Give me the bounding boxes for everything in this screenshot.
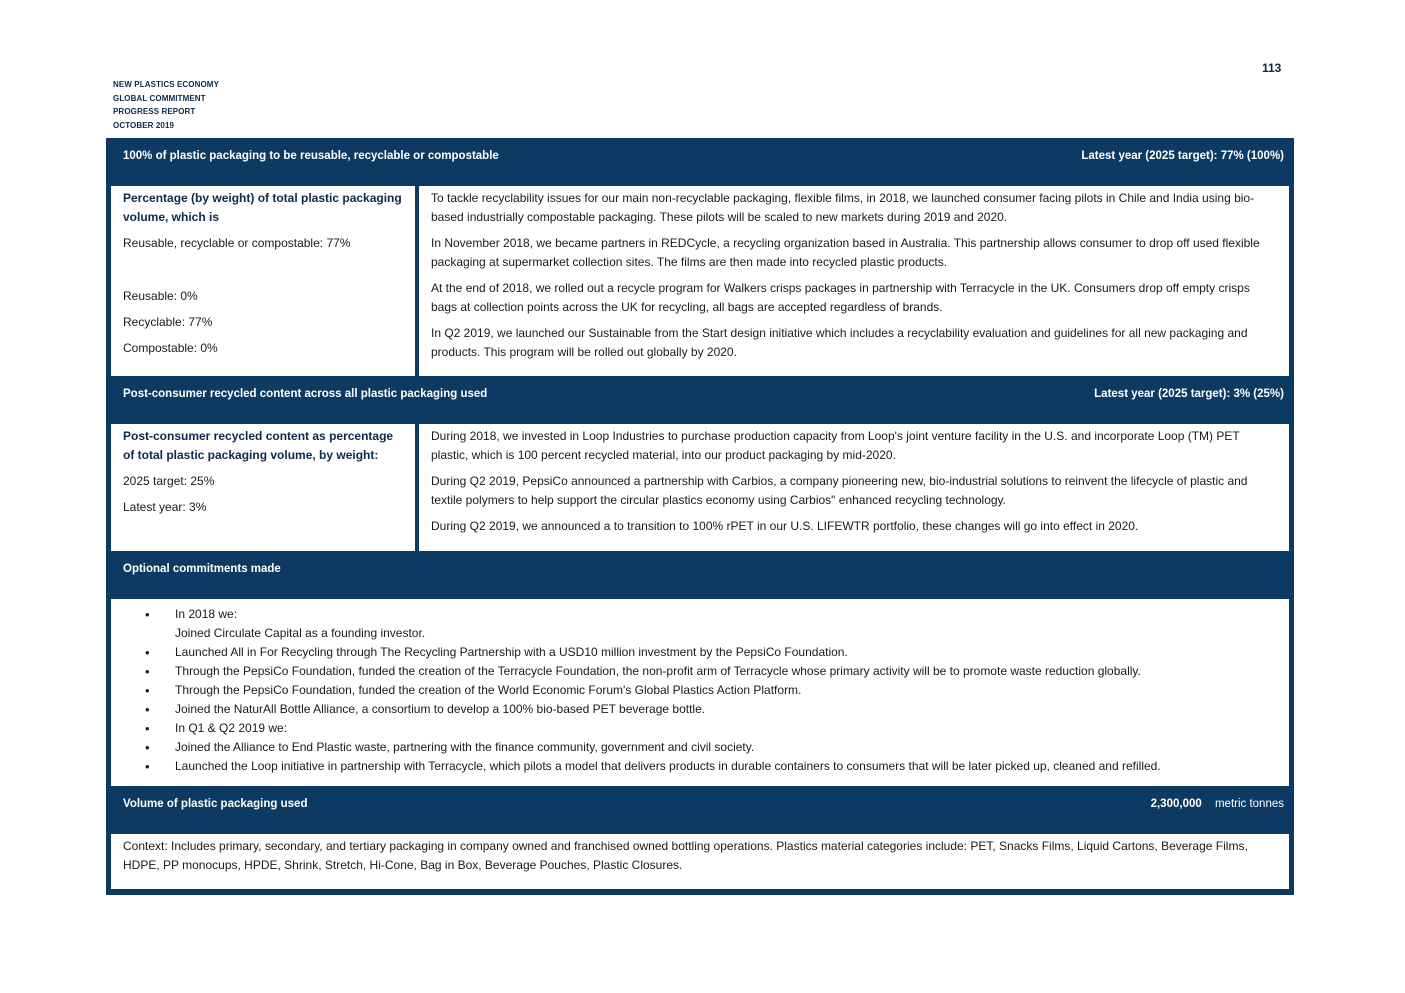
optional-commitments-list [123,605,1277,776]
section4-title: Volume of plastic packaging used [123,798,308,810]
report-header-line: GLOBAL COMMITMENT [113,93,206,103]
list-item: • Joined the NaturAll Bottle Alliance, a consortium to develop a 100% bio-based PET beverage bottle. [123,700,1277,719]
section1-compostable: Compostable: 0% [123,341,218,355]
report-header-line: NEW PLASTICS ECONOMY [113,80,220,89]
section1-reusable: Reusable: 0% [123,289,198,303]
report-header-line: OCTOBER 2019 [113,120,175,130]
section2-left-heading: Post-consumer recycled content as percentage of total plastic packaging volume, by weight: [123,429,394,462]
list-item: • Launched All in For Recycling through The Recycling Partnership with a USD10 million investment by the PepsiCo Foundation. [123,643,1277,662]
list-item: • Joined the Alliance to End Plastic waste, partnering with the finance community, government and civil society. [123,738,1277,757]
section1-right-cell [419,186,1289,376]
section2-target-2025: 2025 target: 25% [123,474,215,488]
report-header [113,78,219,132]
section2-title: Post-consumer recycled content across all plastic packaging used [123,388,488,400]
section1-left-heading: Percentage (by weight) of total plastic packaging volume, which is [123,191,402,224]
section1-left-cell [111,186,415,376]
section4-context: Context: Includes primary, secondary, and tertiary packaging in company owned and franchised owned bottling operations. Plastics material categories include: PET, Snacks Films, Liquid Cartons, Beverage Films, HDPE, PP monocups, HPDE, Shrink, Stretch, Hi-Cone, Bag in Box, Beverage Pouches, Plastic Closures. [123,839,1248,872]
section1-recyclable: Recyclable: 77% [123,315,213,329]
list-item: • In 2018 we: [123,605,1277,624]
section4-value: 2,300,000 [1150,798,1202,810]
section1-total: Reusable, recyclable or compostable: 77% [123,236,351,250]
section4-volume [1151,798,1284,810]
page-number: 113 [1262,61,1282,75]
section2-latest: Latest year: 3% [123,500,207,514]
section2-left-cell [111,424,415,551]
section2-right-cell [419,424,1289,551]
list-item: Joined Circulate Capital as a founding investor. [175,626,426,640]
report-header-line: PROGRESS REPORT [113,107,196,116]
section3-title: Optional commitments made [123,563,281,575]
commitments-table [106,138,1294,895]
section1-paragraph: In Q2 2019, we launched our Sustainable from the Start design initiative which includes a recyclability evaluation and guidelines for all new packaging and products. This program will be rolled out globally by 2020. [431,326,1248,359]
section4-unit: metric tonnes [1214,798,1284,810]
section3-cell [111,599,1289,786]
list-item: • Through the PepsiCo Foundation, funded the creation of the World Economic Forum's Global Plastics Action Platform. [123,681,1277,700]
section1-paragraph: In November 2018, we became partners in REDCycle, a recycling organization based in Australia. This partnership allows consumer to drop off used flexible packaging at supermarket collection sites. The films are then made into recycled plastic products. [431,236,1260,269]
section2-paragraph: During Q2 2019, we announced a to transition to 100% rPET in our U.S. LIFEWTR portfolio, these changes will go into effect in 2020. [431,519,1139,533]
section2-paragraph: During 2018, we invested in Loop Industries to purchase production capacity from Loop's joint venture facility in the U.S. and incorporate Loop (TM) PET plastic, which is 100 percent recycled material, into our product packaging by mid-2020. [431,429,1240,462]
section4-context-cell [111,834,1289,889]
section1-paragraph: To tackle recyclability issues for our main non-recyclable packaging, flexible films, in 2018, we launched consumer facing pilots in Chile and India using bio-based industrially compostable packaging. These pilots will be scaled to new markets during 2019 and 2020. [431,191,1255,224]
list-item: • In Q1 & Q2 2019 we: [123,719,1277,738]
section2-paragraph: During Q2 2019, PepsiCo announced a partnership with Carbios, a company pioneering new, bio-industrial solutions to reinvent the lifecycle of plastic and textile polymers to help support the circular plastics economy using Carbios" enhanced recycling technology. [431,474,1248,507]
list-item: • Launched the Loop initiative in partnership with Terracycle, which pilots a model that delivers products in durable containers to consumers that will be later picked up, cleaned and refilled. [123,757,1277,776]
section1-target: Latest year (2025 target): 77% (100%) [1081,150,1284,162]
section1-paragraph: At the end of 2018, we rolled out a recycle program for Walkers crisps packages in partnership with Terracycle in the UK. Consumers drop off empty crisps bags at collection points across the UK for recycling, all bags are accepted regardless of brands. [431,281,1250,314]
section1-title: 100% of plastic packaging to be reusable, recyclable or compostable [123,150,499,162]
section2-target: Latest year (2025 target): 3% (25%) [1094,388,1284,400]
list-item: • Through the PepsiCo Foundation, funded the creation of the Terracycle Foundation, the non-profit arm of Terracycle whose primary activity will be to promote waste reduction globally. [123,662,1277,681]
